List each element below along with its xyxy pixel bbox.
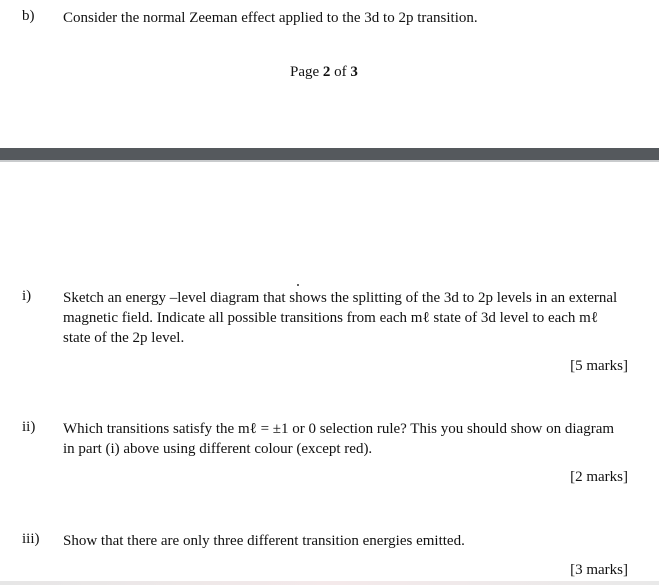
part-text-i: Sketch an energy –level diagram that shows the splitting of the 3d to 2p levels in an external magnetic field. Indicate all possible transitions from each mℓ state of 3d level to each mℓ state of the 2p level.: [63, 290, 618, 346]
page-break-bar: [0, 148, 659, 160]
page-current: 2: [322, 64, 331, 80]
part-number-i: i): [22, 288, 32, 304]
page-total: 3: [350, 64, 358, 80]
bottom-page-edge: [0, 581, 659, 585]
page-prefix: Page: [290, 64, 323, 80]
stray-dot: [297, 284, 299, 286]
part-text-iii: Show that there are only three different transition energies emitted.: [63, 533, 465, 549]
part-marks-i: [5 marks]: [570, 358, 628, 374]
part-text-ii: Which transitions satisfy the mℓ = ±1 or 0 selection rule? This you should show on diagram in part (i) above using different colour (except red).: [63, 421, 615, 457]
part-marks-ii: [2 marks]: [570, 469, 628, 485]
page-of: of: [330, 64, 351, 80]
page-number: [290, 64, 358, 81]
part-marks-iii: [3 marks]: [570, 562, 628, 578]
part-number-ii: ii): [22, 419, 36, 435]
question-number-b: b): [22, 8, 35, 24]
question-text-b: Consider the normal Zeeman effect applied to the 3d to 2p transition.: [63, 10, 478, 26]
part-number-iii: iii): [22, 531, 40, 547]
page-break-shadow: [0, 160, 659, 162]
